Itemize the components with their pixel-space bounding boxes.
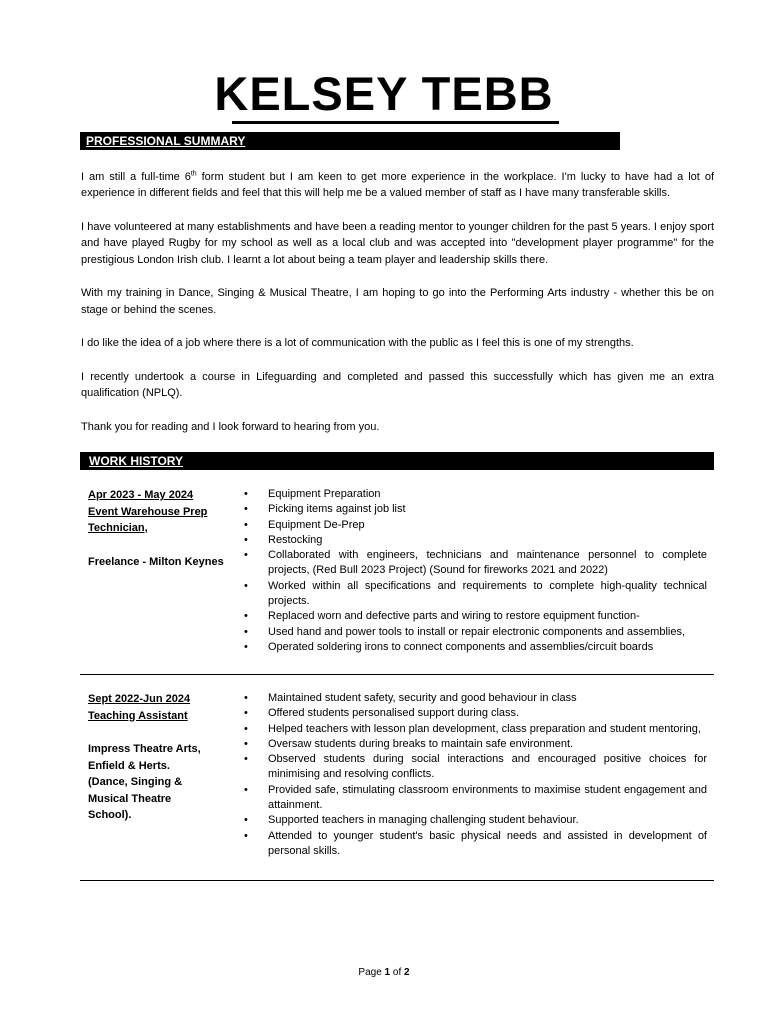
job-2-spacer: [88, 724, 238, 741]
professional-summary: [81, 166, 714, 452]
summary-paragraph-5: I recently undertook a course in Lifeguarding and completed and passed this successfully which has given me an extra qualification (NPLQ).: [81, 370, 714, 400]
job-2-duties: [244, 691, 707, 859]
job-1-details: [88, 487, 238, 570]
job-2-title: Teaching Assistant: [88, 709, 188, 722]
duty-item: • Picking items against job list: [244, 502, 707, 517]
job-1-place: Freelance - Milton Keynes: [88, 555, 224, 568]
duty-item: • Maintained student safety, security and good behaviour in class: [244, 691, 707, 706]
job-1-title: Event Warehouse Prep Technician,: [88, 505, 208, 534]
duty-item: • Replaced worn and defective parts and wiring to restore equipment function-: [244, 609, 707, 624]
duty-item: • Offered students personalised support during class.: [244, 706, 707, 721]
job-2-place: Impress Theatre Arts, Enfield & Herts. (Dance, Singing & Musical Theatre School).: [88, 743, 201, 821]
page-footer: [0, 967, 768, 978]
summary-paragraph-2: I have volunteered at many establishments and have been a reading mentor to younger children for the past 5 years. I enjoy sport and have played Rugby for my school as well as a local club and was accepted into "development player programme" for the prestigious London Irish club. I learnt a lot about being a team player and leadership skills there.: [81, 220, 714, 266]
job-2-dates: Sept 2022-Jun 2024: [88, 693, 191, 705]
duty-item: • Equipment Preparation: [244, 487, 707, 502]
summary-paragraph-3: With my training in Dance, Singing & Musical Theatre, I am hoping to go into the Performing Arts industry - whether this be on stage or behind the scenes.: [81, 287, 714, 316]
work-history-heading: WORK HISTORY: [80, 452, 714, 470]
duty-item: • Worked within all specifications and requirements to complete high-quality technical projects.: [244, 579, 707, 610]
name-underline: [232, 121, 559, 124]
footer-page-word: Page: [358, 967, 382, 978]
job-1-dates: Apr 2023 - May 2024: [88, 489, 194, 501]
duty-item: • Collaborated with engineers, technicians and maintenance personnel to complete projects, (Red Bull 2023 Project) (Sound for fireworks 2021 and 2022): [244, 548, 707, 579]
footer-of-word: of: [392, 967, 402, 978]
job-1-duties: [244, 487, 707, 655]
summary-paragraph-1: [81, 166, 714, 202]
duty-item: • Attended to younger student's basic physical needs and assisted in development of personal skills.: [244, 829, 707, 860]
job-2-details: [88, 691, 238, 824]
duty-item: • Helped teachers with lesson plan development, class preparation and student mentoring,: [244, 722, 707, 737]
duty-item: • Restocking: [244, 533, 707, 548]
duty-item: • Operated soldering irons to connect components and assemblies/circuit boards: [244, 640, 707, 655]
candidate-name: KELSEY TEBB: [214, 67, 554, 120]
duty-item: • Observed students during social interactions and encouraged positive choices for minimising and resolving conflicts.: [244, 752, 707, 783]
summary-paragraph-6: Thank you for reading and I look forward to hearing from you.: [81, 420, 380, 433]
job-2-divider: [80, 880, 714, 881]
job-1-spacer: [88, 537, 238, 554]
duty-item: • Equipment De-Prep: [244, 518, 707, 533]
job-1-divider: [80, 674, 714, 675]
footer-current-page: 1: [384, 967, 391, 978]
summary-paragraph-1-text: I am still a full-time 6th form student but I am keen to get more experience in the workplace. I'm lucky to have had a lot of experience in different fields and feel that this will help me be a valued member of staff as I have many transferable skills.: [81, 170, 714, 200]
duty-item: • Supported teachers in managing challenging student behaviour.: [244, 813, 707, 828]
summary-paragraph-4: I do like the idea of a job where there is a lot of communication with the public as I feel this is one of my strengths.: [81, 337, 634, 350]
duty-item: • Provided safe, stimulating classroom environments to maximise student engagement and attainment.: [244, 783, 707, 814]
professional-summary-heading: PROFESSIONAL SUMMARY: [80, 132, 620, 150]
duty-item: • Used hand and power tools to install or repair electronic components and assemblies,: [244, 625, 707, 640]
duty-item: • Oversaw students during breaks to maintain safe environment.: [244, 737, 707, 752]
footer-total-pages: 2: [404, 967, 410, 978]
